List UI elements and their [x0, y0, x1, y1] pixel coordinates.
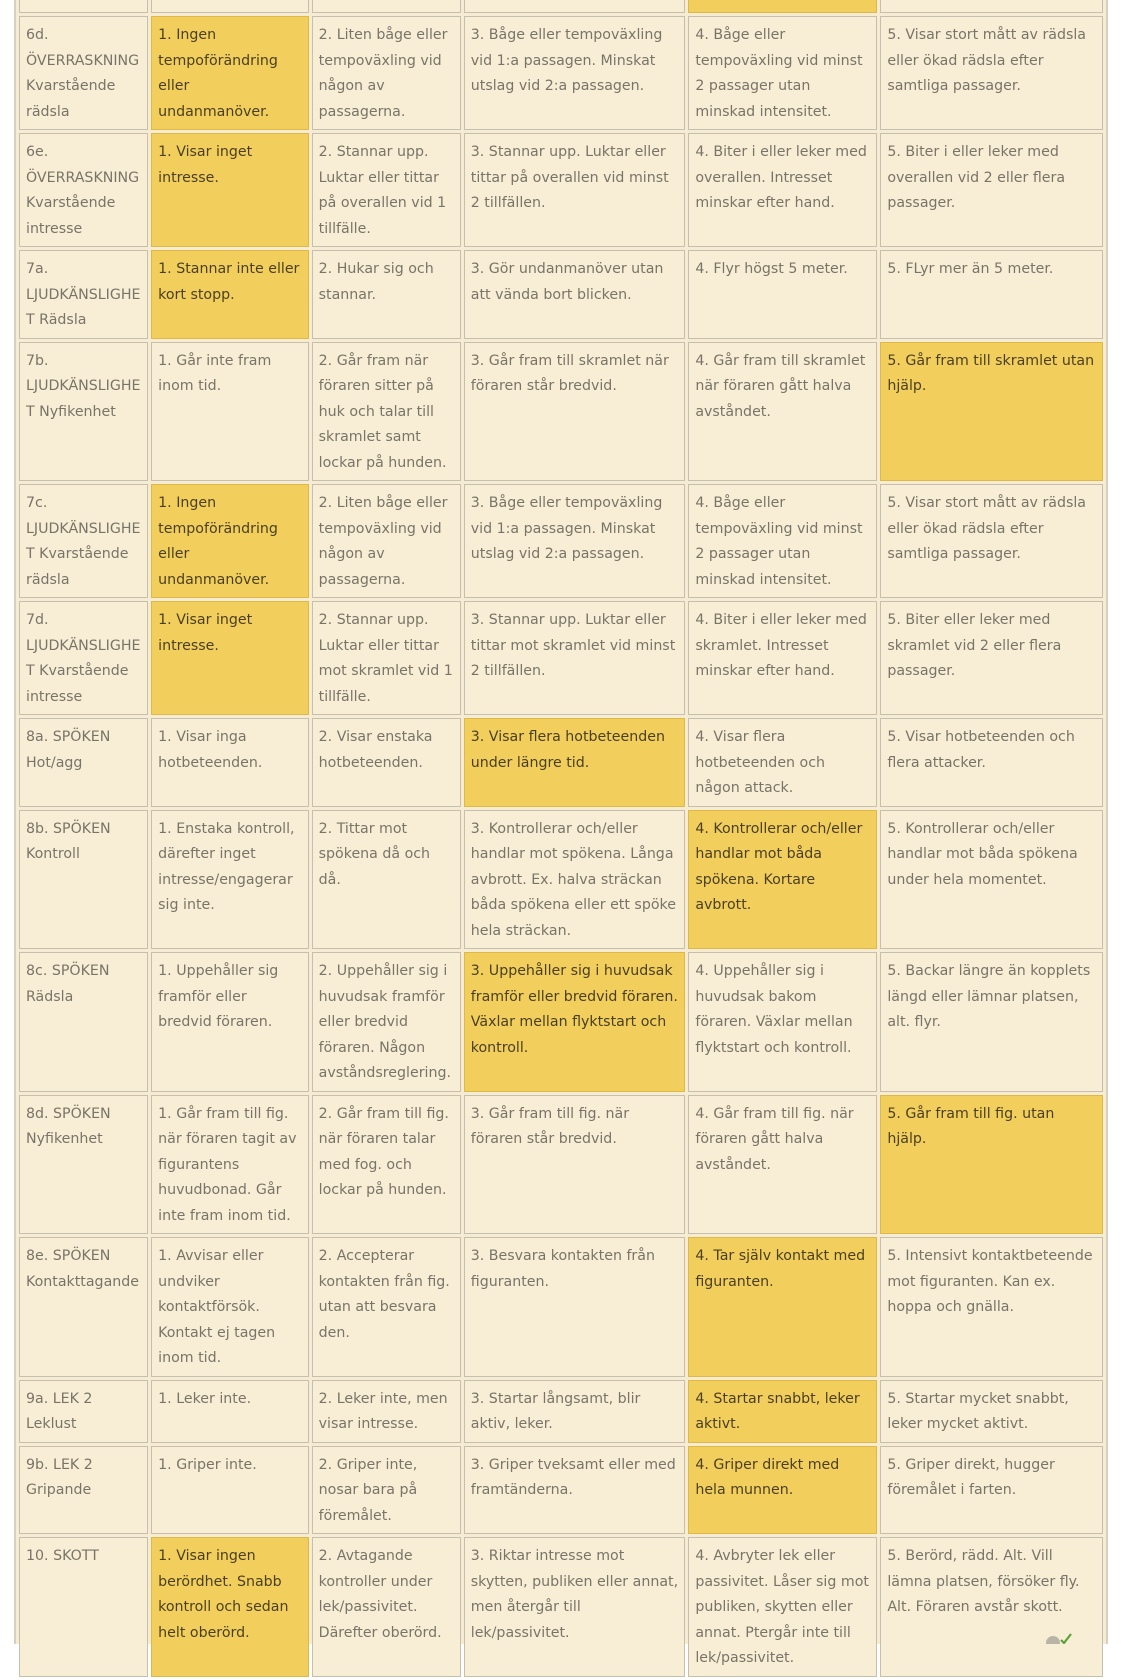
assessment-table	[16, 0, 1106, 1680]
table-row	[19, 1380, 1103, 1443]
assessment-panel	[14, 0, 1108, 1666]
score-option-1[interactable]: 1. Griper inte.	[151, 1446, 309, 1535]
score-option-3[interactable]: 3. Startar långsamt, blir aktiv, leker.	[464, 1380, 686, 1443]
score-option-3[interactable]: 3. Riktar intresse mot skytten, publiken eller annat, men återgår till lek/passivitet.	[464, 1537, 686, 1677]
row-label: 8e. SPÖKEN Kontakttagande	[19, 1237, 148, 1377]
score-option-2[interactable]: 2. Liten båge eller tempoväxling vid någon av passagerna.	[312, 484, 461, 598]
row-label: 9a. LEK 2 Leklust	[19, 1380, 148, 1443]
score-option-2[interactable]: 2. Visar enstaka hotbeteenden.	[312, 718, 461, 807]
score-option-4[interactable]: 4. Visar flera hotbeteenden och någon attack.	[688, 718, 877, 807]
score-option-3[interactable]: 3. Kontrollerar och/eller handlar mot spökena. Långa avbrott. Ex. halva sträckan båda spökena eller ett spöke hela sträckan.	[464, 810, 686, 950]
score-option-2[interactable]: 2. Tittar mot spökena då och då.	[312, 810, 461, 950]
table-row	[19, 601, 1103, 715]
table-row	[19, 0, 1103, 13]
score-option-4[interactable]	[688, 0, 877, 13]
table-row	[19, 342, 1103, 482]
row-label: 7c. LJUDKÄNSLIGHET Kvarstående rädsla	[19, 484, 148, 598]
score-option-4[interactable]: 4. Båge eller tempoväxling vid minst 2 passager utan minskad intensitet.	[688, 484, 877, 598]
score-option-5[interactable]: 5. Intensivt kontaktbeteende mot figuranten. Kan ex. hoppa och gnälla.	[880, 1237, 1103, 1377]
row-label: 8a. SPÖKEN Hot/agg	[19, 718, 148, 807]
score-option-3[interactable]: 3. Båge eller tempoväxling vid 1:a passagen. Minskat utslag vid 2:a passagen.	[464, 484, 686, 598]
row-label: 8b. SPÖKEN Kontroll	[19, 810, 148, 950]
table-row	[19, 250, 1103, 339]
score-option-2[interactable]: 2. Leker inte, men visar intresse.	[312, 1380, 461, 1443]
row-label	[19, 0, 148, 13]
score-option-4[interactable]: 4. Går fram till skramlet när föraren gått halva avståndet.	[688, 342, 877, 482]
score-option-1[interactable]: 1. Ingen tempoförändring eller undanmanöver.	[151, 16, 309, 130]
score-option-2[interactable]: 2. Accepterar kontakten från fig. utan att besvara den.	[312, 1237, 461, 1377]
score-option-2[interactable]: 2. Griper inte, nosar bara på föremålet.	[312, 1446, 461, 1535]
row-label: 8d. SPÖKEN Nyfikenhet	[19, 1095, 148, 1235]
score-option-3[interactable]: 3. Besvara kontakten från figuranten.	[464, 1237, 686, 1377]
score-option-5[interactable]: 5. FLyr mer än 5 meter.	[880, 250, 1103, 339]
score-option-1[interactable]: 1. Visar inget intresse.	[151, 133, 309, 247]
score-option-1[interactable]: 1. Uppehåller sig framför eller bredvid föraren.	[151, 952, 309, 1092]
score-option-3[interactable]: 3. Går fram till fig. när föraren står bredvid.	[464, 1095, 686, 1235]
score-option-5[interactable]: 5. Startar mycket snabbt, leker mycket aktivt.	[880, 1380, 1103, 1443]
row-label: 7d. LJUDKÄNSLIGHET Kvarstående intresse	[19, 601, 148, 715]
score-option-4[interactable]: 4. Flyr högst 5 meter.	[688, 250, 877, 339]
table-row	[19, 484, 1103, 598]
score-option-1[interactable]: 1. Avvisar eller undviker kontaktförsök. Kontakt ej tagen inom tid.	[151, 1237, 309, 1377]
score-option-3[interactable]: 3. Visar flera hotbeteenden under längre tid.	[464, 718, 686, 807]
score-option-3[interactable]: 3. Stannar upp. Luktar eller tittar på overallen vid minst 2 tillfällen.	[464, 133, 686, 247]
score-option-4[interactable]: 4. Startar snabbt, leker aktivt.	[688, 1380, 877, 1443]
score-option-1[interactable]: 1. Stannar inte eller kort stopp.	[151, 250, 309, 339]
score-option-4[interactable]: 4. Avbryter lek eller passivitet. Låser sig mot publiken, skytten eller annat. Ptergår inte till lek/passivitet.	[688, 1537, 877, 1677]
score-option-1[interactable]	[151, 0, 309, 13]
table-row	[19, 1095, 1103, 1235]
score-option-5[interactable]: 5. Backar längre än kopplets längd eller lämnar platsen, alt. flyr.	[880, 952, 1103, 1092]
score-option-5[interactable]	[880, 0, 1103, 13]
score-option-2[interactable]: 2. Uppehåller sig i huvudsak framför eller bredvid föraren. Någon avståndsreglering.	[312, 952, 461, 1092]
score-option-5[interactable]: 5. Berörd, rädd. Alt. Vill lämna platsen, försöker fly. Alt. Föraren avstår skott.	[880, 1537, 1103, 1677]
score-option-5[interactable]: 5. Går fram till fig. utan hjälp.	[880, 1095, 1103, 1235]
score-option-2[interactable]: 2. Går fram till fig. när föraren talar med fog. och lockar på hunden.	[312, 1095, 461, 1235]
table-row	[19, 718, 1103, 807]
score-option-1[interactable]: 1. Visar ingen berördhet. Snabb kontroll och sedan helt oberörd.	[151, 1537, 309, 1677]
score-option-5[interactable]: 5. Biter eller leker med skramlet vid 2 eller flera passager.	[880, 601, 1103, 715]
score-option-2[interactable]: 2. Stannar upp. Luktar eller tittar på overallen vid 1 tillfälle.	[312, 133, 461, 247]
score-option-2[interactable]	[312, 0, 461, 13]
score-option-4[interactable]: 4. Griper direkt med hela munnen.	[688, 1446, 877, 1535]
score-option-3[interactable]: 3. Går fram till skramlet när föraren står bredvid.	[464, 342, 686, 482]
score-option-5[interactable]: 5. Kontrollerar och/eller handlar mot båda spökena under hela momentet.	[880, 810, 1103, 950]
score-option-2[interactable]: 2. Hukar sig och stannar.	[312, 250, 461, 339]
table-row	[19, 1446, 1103, 1535]
row-label: 8c. SPÖKEN Rädsla	[19, 952, 148, 1092]
score-option-4[interactable]: 4. Tar själv kontakt med figuranten.	[688, 1237, 877, 1377]
row-label: 6d. ÖVERRASKNING Kvarstående rädsla	[19, 16, 148, 130]
score-option-3[interactable]: 3. Griper tveksamt eller med framtänderna.	[464, 1446, 686, 1535]
score-option-5[interactable]: 5. Biter i eller leker med overallen vid 2 eller flera passager.	[880, 133, 1103, 247]
row-label: 7a. LJUDKÄNSLIGHET Rädsla	[19, 250, 148, 339]
score-option-4[interactable]: 4. Kontrollerar och/eller handlar mot båda spökena. Kortare avbrott.	[688, 810, 877, 950]
score-option-1[interactable]: 1. Enstaka kontroll, därefter inget intresse/engagerar sig inte.	[151, 810, 309, 950]
score-option-2[interactable]: 2. Går fram när föraren sitter på huk och talar till skramlet samt lockar på hunden.	[312, 342, 461, 482]
row-label: 9b. LEK 2 Gripande	[19, 1446, 148, 1535]
table-row	[19, 133, 1103, 247]
score-option-2[interactable]: 2. Liten båge eller tempoväxling vid någon av passagerna.	[312, 16, 461, 130]
score-option-1[interactable]: 1. Leker inte.	[151, 1380, 309, 1443]
table-row	[19, 16, 1103, 130]
score-option-4[interactable]: 4. Biter i eller leker med overallen. Intresset minskar efter hand.	[688, 133, 877, 247]
score-option-5[interactable]: 5. Visar stort mått av rädsla eller ökad rädsla efter samtliga passager.	[880, 484, 1103, 598]
row-label: 10. SKOTT	[19, 1537, 148, 1677]
score-option-3[interactable]	[464, 0, 686, 13]
table-row	[19, 810, 1103, 950]
score-option-3[interactable]: 3. Båge eller tempoväxling vid 1:a passagen. Minskat utslag vid 2:a passagen.	[464, 16, 686, 130]
score-option-3[interactable]: 3. Uppehåller sig i huvudsak framför eller bredvid föraren. Växlar mellan flyktstart och kontroll.	[464, 952, 686, 1092]
score-option-4[interactable]: 4. Biter i eller leker med skramlet. Intresset minskar efter hand.	[688, 601, 877, 715]
table-row	[19, 952, 1103, 1092]
score-option-5[interactable]: 5. Går fram till skramlet utan hjälp.	[880, 342, 1103, 482]
score-option-2[interactable]: 2. Stannar upp. Luktar eller tittar mot skramlet vid 1 tillfälle.	[312, 601, 461, 715]
score-option-1[interactable]: 1. Ingen tempoförändring eller undanmanöver.	[151, 484, 309, 598]
score-option-2[interactable]: 2. Avtagande kontroller under lek/passivitet. Därefter oberörd.	[312, 1537, 461, 1677]
row-label: 6e. ÖVERRASKNING Kvarstående intresse	[19, 133, 148, 247]
table-row	[19, 1237, 1103, 1377]
score-option-5[interactable]: 5. Griper direkt, hugger föremålet i farten.	[880, 1446, 1103, 1535]
score-option-5[interactable]: 5. Visar hotbeteenden och flera attacker.	[880, 718, 1103, 807]
score-option-3[interactable]: 3. Stannar upp. Luktar eller tittar mot skramlet vid minst 2 tillfällen.	[464, 601, 686, 715]
score-option-1[interactable]: 1. Går fram till fig. när föraren tagit av figurantens huvudbonad. Går inte fram inom tid.	[151, 1095, 309, 1235]
table-row	[19, 1537, 1103, 1677]
score-option-4[interactable]: 4. Går fram till fig. när föraren gått halva avståndet.	[688, 1095, 877, 1235]
score-option-1[interactable]: 1. Visar inga hotbeteenden.	[151, 718, 309, 807]
score-option-5[interactable]: 5. Visar stort mått av rädsla eller ökad rädsla efter samtliga passager.	[880, 16, 1103, 130]
score-option-4[interactable]: 4. Båge eller tempoväxling vid minst 2 passager utan minskad intensitet.	[688, 16, 877, 130]
score-option-1[interactable]: 1. Visar inget intresse.	[151, 601, 309, 715]
score-option-3[interactable]: 3. Gör undanmanöver utan att vända bort blicken.	[464, 250, 686, 339]
row-label: 7b. LJUDKÄNSLIGHET Nyfikenhet	[19, 342, 148, 482]
checkmark-icon	[1044, 1630, 1072, 1644]
score-option-1[interactable]: 1. Går inte fram inom tid.	[151, 342, 309, 482]
score-option-4[interactable]: 4. Uppehåller sig i huvudsak bakom föraren. Växlar mellan flyktstart och kontroll.	[688, 952, 877, 1092]
